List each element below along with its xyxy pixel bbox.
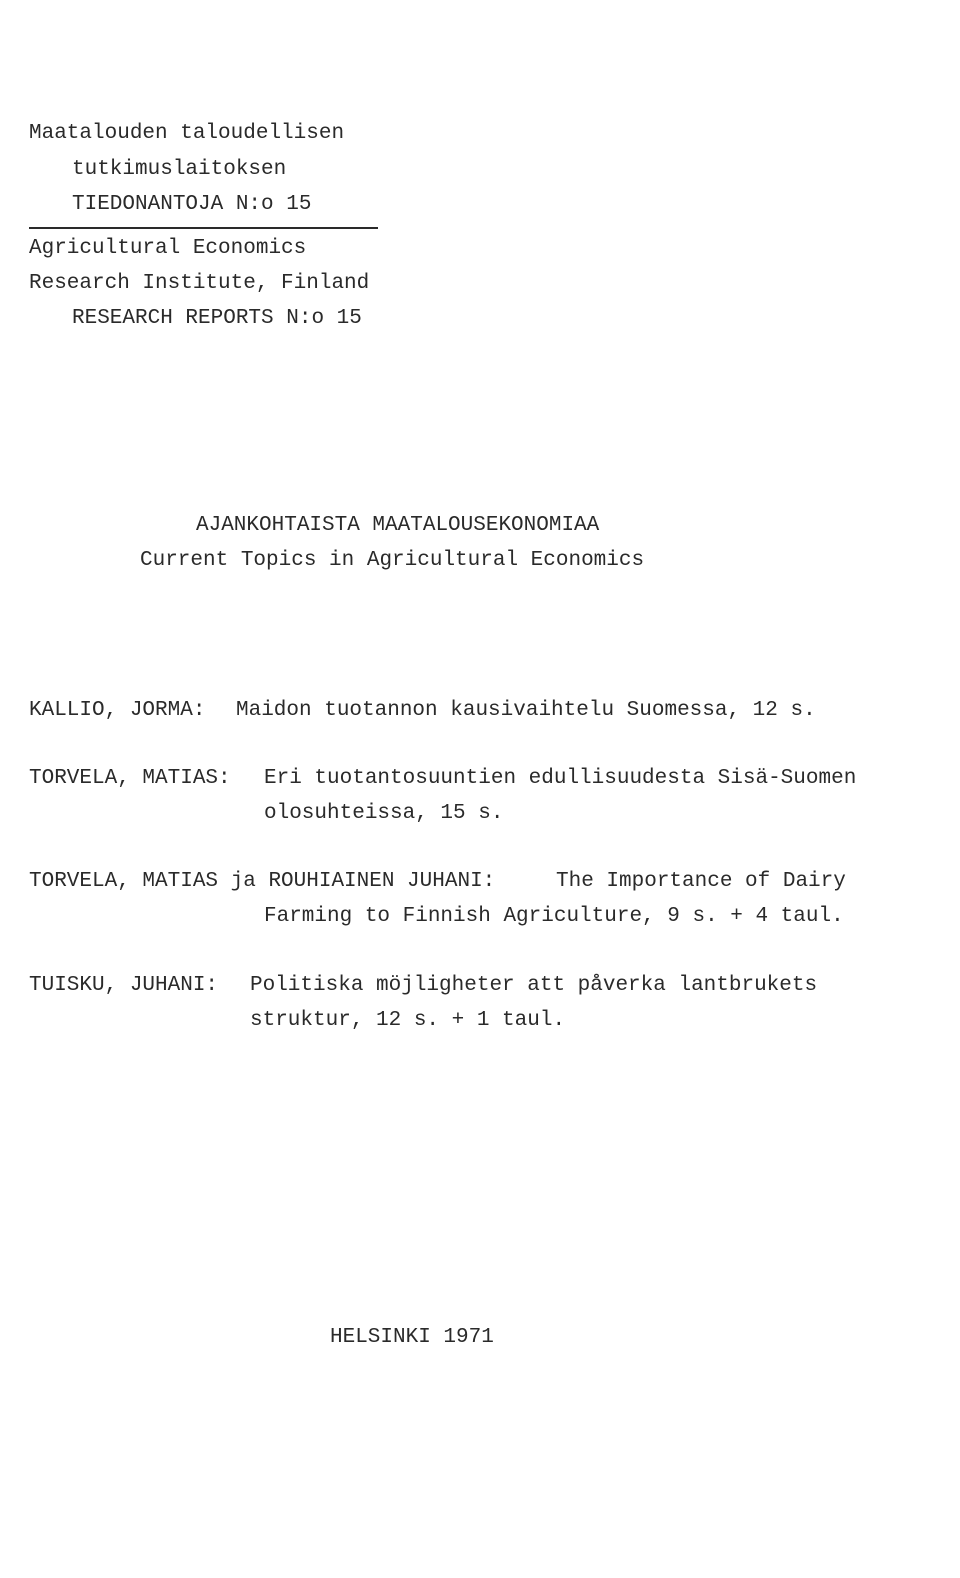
document-title-fi: AJANKOHTAISTA MAATALOUSEKONOMIAA xyxy=(196,514,600,537)
entry-4-title-line2: struktur, 12 s. + 1 taul. xyxy=(250,1009,566,1032)
entry-4-title-line1: Politiska möjligheter att påverka lantbrukets xyxy=(250,974,818,997)
series-title-fi: TIEDONANTOJA N:o 15 xyxy=(72,193,312,216)
entry-3-author: TORVELA, MATIAS ja ROUHIAINEN JUHANI: xyxy=(29,870,496,893)
entry-2-title-line1: Eri tuotantosuuntien edullisuudesta Sisä-Suomen xyxy=(264,767,857,790)
institute-name-en-line1: Agricultural Economics xyxy=(29,237,307,260)
entry-2-author: TORVELA, MATIAS: xyxy=(29,767,231,790)
entry-1-author: KALLIO, JORMA: xyxy=(29,699,206,722)
place-and-year: HELSINKI 1971 xyxy=(330,1326,494,1349)
entry-2-title-line2: olosuhteissa, 15 s. xyxy=(264,802,504,825)
entry-1-title-line1: Maidon tuotannon kausivaihtelu Suomessa, 12 s. xyxy=(236,699,816,722)
institute-name-fi-line1: Maatalouden taloudellisen xyxy=(29,122,345,145)
series-title-en: RESEARCH REPORTS N:o 15 xyxy=(72,307,362,330)
entry-3-title-line1: The Importance of Dairy xyxy=(556,870,846,893)
document-title-en: Current Topics in Agricultural Economics xyxy=(140,549,645,572)
header-divider xyxy=(29,227,378,229)
institute-name-fi-line2: tutkimuslaitoksen xyxy=(72,158,287,181)
entry-4-author: TUISKU, JUHANI: xyxy=(29,974,219,997)
institute-name-en-line2: Research Institute, Finland xyxy=(29,272,370,295)
entry-3-title-line2: Farming to Finnish Agriculture, 9 s. + 4 taul. xyxy=(264,905,844,928)
